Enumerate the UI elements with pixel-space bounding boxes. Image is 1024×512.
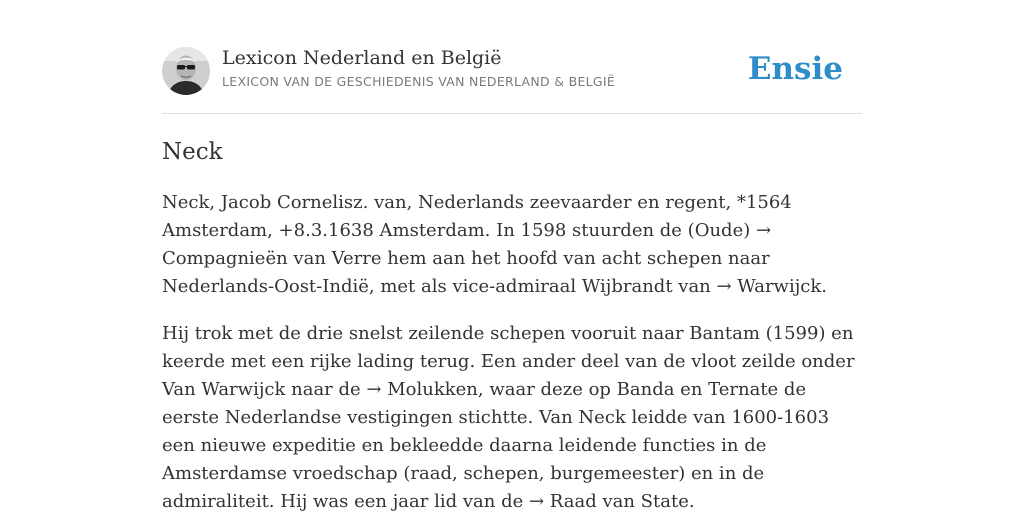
source-info bbox=[222, 45, 615, 91]
paragraph-text: . bbox=[821, 276, 828, 297]
cross-reference-link[interactable]: → Compagnieën van Verre bbox=[162, 220, 772, 269]
source-header bbox=[162, 0, 862, 114]
article-paragraph bbox=[162, 189, 862, 301]
article-paragraph bbox=[162, 320, 862, 512]
paragraph-text: , waar deze op Banda en Ternate de eerste Nederlandse vestigingen stichtte. Van Neck leidde van 1600-1603 een nieuwe expeditie en bekleedde daarna leidende functies in de Amsterdamse vroedschap (raad, schepen, burgemeester) en in de admiraliteit. Hij was een jaar lid van de bbox=[162, 379, 830, 512]
source-name[interactable]: Lexicon Nederland en België bbox=[222, 47, 502, 69]
article-body bbox=[162, 189, 862, 512]
paragraph-text: hem aan het hoofd van acht schepen naar Nederlands-Oost-Indië, met als vice-admiraal Wijbrandt van bbox=[162, 248, 770, 297]
paragraph-text: Hij trok met de drie snelst zeilende schepen vooruit naar Bantam (1599) en keerde met een rijke lading terug. Een ander deel van de vloot zeilde onder Van Warwijck naar de bbox=[162, 323, 855, 400]
paragraph-text: Neck, Jacob Cornelisz. van, Nederlands zeevaarder en regent, *1564 Amsterdam, +8.3.1638 Amsterdam. In 1598 stuurden de (Oude) bbox=[162, 192, 792, 241]
source-subtitle: LEXICON VAN DE GESCHIEDENIS VAN NEDERLAND & BELGIË bbox=[222, 74, 616, 89]
author-avatar[interactable] bbox=[162, 47, 210, 95]
author-portrait-icon bbox=[162, 47, 210, 95]
cross-reference-link[interactable]: → Warwijck bbox=[716, 276, 822, 297]
ensie-logo[interactable]: Ensie bbox=[747, 51, 843, 87]
paragraph-text: . bbox=[688, 491, 695, 512]
article-container bbox=[162, 0, 862, 512]
cross-reference-link[interactable]: → Molukken bbox=[366, 379, 478, 400]
cross-reference-link[interactable]: → Raad van State bbox=[528, 491, 689, 512]
article-title: Neck bbox=[162, 139, 223, 165]
